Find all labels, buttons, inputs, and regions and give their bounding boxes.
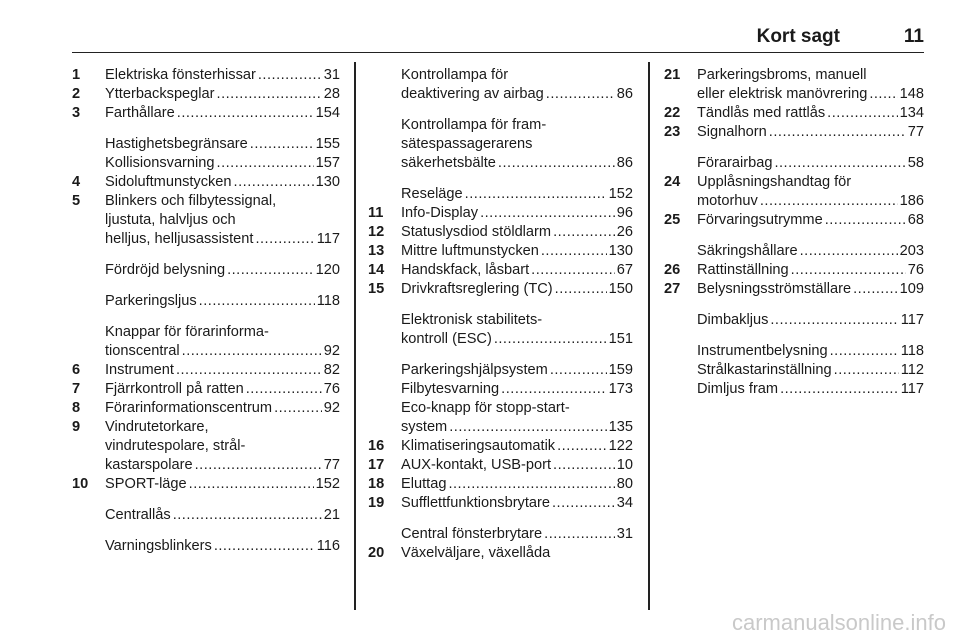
index-entry (368, 456, 633, 475)
entry-label: Förvaringsutrymme (697, 212, 823, 228)
leader-dots (531, 261, 615, 280)
index-entry (664, 211, 924, 230)
entry-label: Knappar för förarinforma- (105, 324, 269, 340)
leader-dots (557, 437, 607, 456)
entry-label: Rattinställning (697, 262, 789, 278)
page-reference: 76 (907, 262, 924, 278)
page-reference: 150 (608, 281, 633, 297)
index-entry (72, 85, 340, 104)
entry-label: Reseläge (401, 186, 463, 202)
entry-label: Strålkastarinställning (697, 362, 832, 378)
leader-dots (227, 261, 314, 280)
index-entry (72, 399, 340, 418)
entry-label: Fjärrkontroll på ratten (105, 381, 244, 397)
index-entry (664, 261, 924, 280)
entry-label: eller elektrisk manövrering (697, 86, 868, 102)
page-reference: 118 (316, 293, 340, 309)
entry-label: Elektriska fönsterhissar (105, 67, 256, 83)
leader-dots (182, 342, 322, 361)
entry-label: Säkringshållare (697, 243, 798, 259)
page-reference: 10 (616, 457, 633, 473)
leader-dots (448, 475, 614, 494)
index-entry (664, 104, 924, 123)
callout-number: 12 (368, 224, 385, 240)
index-entry (368, 437, 633, 456)
page-reference: 92 (323, 400, 340, 416)
page-reference: 154 (315, 105, 340, 121)
callout-number: 13 (368, 243, 385, 259)
callout-number: 22 (664, 105, 681, 121)
index-entry (664, 154, 924, 173)
leader-dots (199, 292, 315, 311)
leader-dots (250, 135, 314, 154)
leader-dots (173, 506, 322, 525)
column-divider (354, 62, 356, 610)
index-entry (72, 323, 340, 361)
index-column-2 (368, 66, 633, 563)
entry-label: tionscentral (105, 343, 180, 359)
page-reference: 77 (907, 124, 924, 140)
index-entry (664, 311, 924, 330)
entry-label: kontroll (ESC) (401, 331, 492, 347)
page-reference: 34 (616, 495, 633, 511)
callout-number: 24 (664, 174, 681, 190)
page-reference: 157 (315, 155, 340, 171)
entry-label: Tändlås med rattlås (697, 105, 826, 121)
page-reference: 186 (899, 193, 924, 209)
leader-dots (800, 242, 898, 261)
page-reference: 152 (608, 186, 633, 202)
index-entry (368, 242, 633, 261)
page-reference: 92 (323, 343, 340, 359)
leader-dots (465, 185, 607, 204)
leader-dots (769, 123, 906, 142)
index-entry (368, 494, 633, 513)
index-entry (72, 104, 340, 123)
leader-dots (827, 104, 897, 123)
leader-dots (449, 418, 606, 437)
page-reference: 68 (907, 212, 924, 228)
callout-number: 1 (72, 67, 81, 83)
leader-dots (246, 380, 322, 399)
callout-number: 2 (72, 86, 81, 102)
entry-label: Dimbakljus (697, 312, 769, 328)
entry-label: Info-Display (401, 205, 479, 221)
page-reference: 117 (900, 381, 924, 397)
callout-number: 27 (664, 281, 681, 297)
entry-label: Elektronisk stabilitets- (401, 312, 543, 328)
index-entry (72, 154, 340, 173)
leader-dots (546, 85, 615, 104)
index-entry (72, 418, 340, 475)
callout-number: 18 (368, 476, 385, 492)
entry-label: Handskfack, låsbart (401, 262, 530, 278)
entry-label: Varningsblinkers (105, 538, 212, 554)
entry-label: Statuslysdiod stöldlarm (401, 224, 552, 240)
page-reference: 31 (616, 526, 633, 542)
entry-label: Sufflettfunktionsbrytare (401, 495, 550, 511)
page-title: Kort sagt (756, 26, 840, 47)
page-reference: 112 (900, 362, 924, 378)
index-entry (368, 399, 633, 437)
entry-label: Centrallås (105, 507, 171, 523)
entry-label: sätespassagerarens (401, 136, 533, 152)
page-reference: 130 (315, 174, 340, 190)
page-reference: 82 (323, 362, 340, 378)
entry-label: Kontrollampa för (401, 67, 509, 83)
page-reference: 155 (315, 136, 340, 152)
entry-label: Parkeringshjälpsystem (401, 362, 548, 378)
page-reference: 134 (899, 105, 924, 121)
index-entry (72, 292, 340, 311)
callout-number: 21 (664, 67, 681, 83)
leader-dots (195, 456, 322, 475)
entry-label: Signalhorn (697, 124, 767, 140)
entry-label: Förarairbag (697, 155, 773, 171)
page-header (72, 22, 924, 53)
page-reference: 152 (315, 476, 340, 492)
page-reference: 118 (900, 343, 924, 359)
page-reference: 26 (616, 224, 633, 240)
entry-label: Instrument (105, 362, 174, 378)
entry-label: Vindrutetorkare, (105, 419, 209, 435)
index-entry (72, 380, 340, 399)
callout-number: 25 (664, 212, 681, 228)
leader-dots (780, 380, 899, 399)
entry-label: Ytterbackspeglar (105, 86, 215, 102)
page-reference: 109 (899, 281, 924, 297)
page-reference: 31 (323, 67, 340, 83)
leader-dots (541, 242, 607, 261)
leader-dots (774, 154, 905, 173)
index-entry (368, 116, 633, 173)
page-reference: 80 (616, 476, 633, 492)
page-reference: 173 (608, 381, 633, 397)
callout-number: 15 (368, 281, 385, 297)
entry-label: Förarinformationscentrum (105, 400, 273, 416)
page-reference: 135 (608, 419, 633, 435)
page-reference: 86 (616, 86, 633, 102)
index-entry (664, 380, 924, 399)
entry-label: Hastighetsbegränsare (105, 136, 248, 152)
watermark: carmanualsonline.info (731, 610, 946, 635)
leader-dots (825, 211, 906, 230)
leader-dots (494, 330, 607, 349)
leader-dots (553, 223, 615, 242)
entry-label: Drivkraftsreglering (TC) (401, 281, 553, 297)
page-reference: 67 (616, 262, 633, 278)
index-entry (368, 261, 633, 280)
index-entry (72, 135, 340, 154)
page-reference: 77 (323, 457, 340, 473)
leader-dots (234, 173, 314, 192)
index-entry (664, 361, 924, 380)
entry-label: säkerhetsbälte (401, 155, 496, 171)
entry-label: Upplåsningshandtag för (697, 174, 852, 190)
page-reference: 159 (608, 362, 633, 378)
entry-label: Eco-knapp för stopp-start- (401, 400, 570, 416)
callout-number: 8 (72, 400, 81, 416)
index-entry (664, 280, 924, 299)
leader-dots (555, 280, 607, 299)
leader-dots (853, 280, 898, 299)
page-reference: 86 (616, 155, 633, 171)
entry-label: kastarspolare (105, 457, 193, 473)
entry-label: Dimljus fram (697, 381, 779, 397)
index-entry (368, 311, 633, 349)
leader-dots (498, 154, 615, 173)
leader-dots (214, 537, 315, 556)
index-entry (72, 506, 340, 525)
index-entry (368, 475, 633, 494)
index-entry (368, 204, 633, 223)
callout-number: 26 (664, 262, 681, 278)
page-reference: 148 (899, 86, 924, 102)
entry-label: Sidoluftmunstycken (105, 174, 232, 190)
leader-dots (834, 361, 899, 380)
entry-label: Blinkers och filbytessignal, (105, 193, 277, 209)
callout-number: 17 (368, 457, 385, 473)
index-entry (72, 361, 340, 380)
callout-number: 6 (72, 362, 81, 378)
page-reference: 151 (608, 331, 633, 347)
entry-label: Parkeringsbroms, manuell (697, 67, 867, 83)
index-entry (72, 192, 340, 249)
callout-number: 20 (368, 545, 385, 561)
entry-label: Belysningsströmställare (697, 281, 852, 297)
page-reference: 116 (316, 538, 340, 554)
callout-number: 7 (72, 381, 81, 397)
leader-dots (274, 399, 322, 418)
entry-label: Farthållare (105, 105, 175, 121)
entry-label: Klimatiseringsautomatik (401, 438, 556, 454)
entry-label: Filbytesvarning (401, 381, 500, 397)
entry-label: Kontrollampa för fram- (401, 117, 547, 133)
page-reference: 28 (323, 86, 340, 102)
page-reference: 120 (315, 262, 340, 278)
entry-label: ljustuta, halvljus och (105, 212, 236, 228)
index-entry (664, 173, 924, 211)
callout-number: 11 (368, 205, 384, 221)
leader-dots (217, 154, 314, 173)
entry-label: Fördröjd belysning (105, 262, 226, 278)
leader-dots (501, 380, 606, 399)
index-column-1 (72, 66, 340, 556)
page-number: 11 (903, 26, 924, 47)
leader-dots (189, 475, 314, 494)
index-entry (664, 342, 924, 361)
index-entry (368, 185, 633, 204)
index-entry (72, 537, 340, 556)
callout-number: 19 (368, 495, 385, 511)
callout-number: 23 (664, 124, 681, 140)
callout-number: 9 (72, 419, 81, 435)
leader-dots (770, 311, 898, 330)
callout-number: 16 (368, 438, 385, 454)
index-entry (72, 173, 340, 192)
entry-label: Eluttag (401, 476, 447, 492)
page-reference: 122 (608, 438, 633, 454)
page-reference: 117 (900, 312, 924, 328)
callout-number: 14 (368, 262, 385, 278)
entry-label: system (401, 419, 448, 435)
leader-dots (550, 361, 607, 380)
entry-label: Kollisionsvarning (105, 155, 215, 171)
column-divider (648, 62, 650, 610)
entry-label: vindrutespolare, strål- (105, 438, 246, 454)
index-entry (664, 66, 924, 104)
leader-dots (553, 456, 615, 475)
index-entry (72, 261, 340, 280)
index-entry (368, 66, 633, 104)
index-entry (368, 380, 633, 399)
leader-dots (255, 230, 314, 249)
leader-dots (830, 342, 899, 361)
leader-dots (869, 85, 897, 104)
entry-label: motorhuv (697, 193, 758, 209)
leader-dots (552, 494, 615, 513)
leader-dots (480, 204, 615, 223)
callout-number: 5 (72, 193, 81, 209)
index-entry (368, 223, 633, 242)
page-reference: 21 (323, 507, 340, 523)
leader-dots (176, 361, 322, 380)
leader-dots (544, 525, 615, 544)
index-entry (664, 123, 924, 142)
callout-number: 10 (72, 476, 89, 492)
page-reference: 203 (899, 243, 924, 259)
callout-number: 3 (72, 105, 81, 121)
page-reference: 58 (907, 155, 924, 171)
leader-dots (258, 66, 322, 85)
entry-label: Växelväljare, växellåda (401, 545, 551, 561)
entry-label: Mittre luftmunstycken (401, 243, 539, 259)
entry-label: helljus, helljusassistent (105, 231, 254, 247)
index-entry (368, 525, 633, 544)
leader-dots (177, 104, 314, 123)
leader-dots (217, 85, 322, 104)
entry-label: Instrumentbelysning (697, 343, 828, 359)
leader-dots (791, 261, 906, 280)
index-entry (368, 544, 633, 563)
leader-dots (760, 192, 898, 211)
entry-label: AUX-kontakt, USB-port (401, 457, 552, 473)
page-reference: 130 (608, 243, 633, 259)
index-entry (72, 475, 340, 494)
index-entry (368, 361, 633, 380)
index-entry (664, 242, 924, 261)
entry-label: Central fönsterbrytare (401, 526, 543, 542)
page-reference: 96 (616, 205, 633, 221)
page-reference: 76 (323, 381, 340, 397)
entry-label: SPORT-läge (105, 476, 187, 492)
entry-label: deaktivering av airbag (401, 86, 544, 102)
index-entry (368, 280, 633, 299)
index-column-3 (664, 66, 924, 399)
entry-label: Parkeringsljus (105, 293, 197, 309)
index-entry (72, 66, 340, 85)
callout-number: 4 (72, 174, 81, 190)
page-reference: 117 (316, 231, 340, 247)
